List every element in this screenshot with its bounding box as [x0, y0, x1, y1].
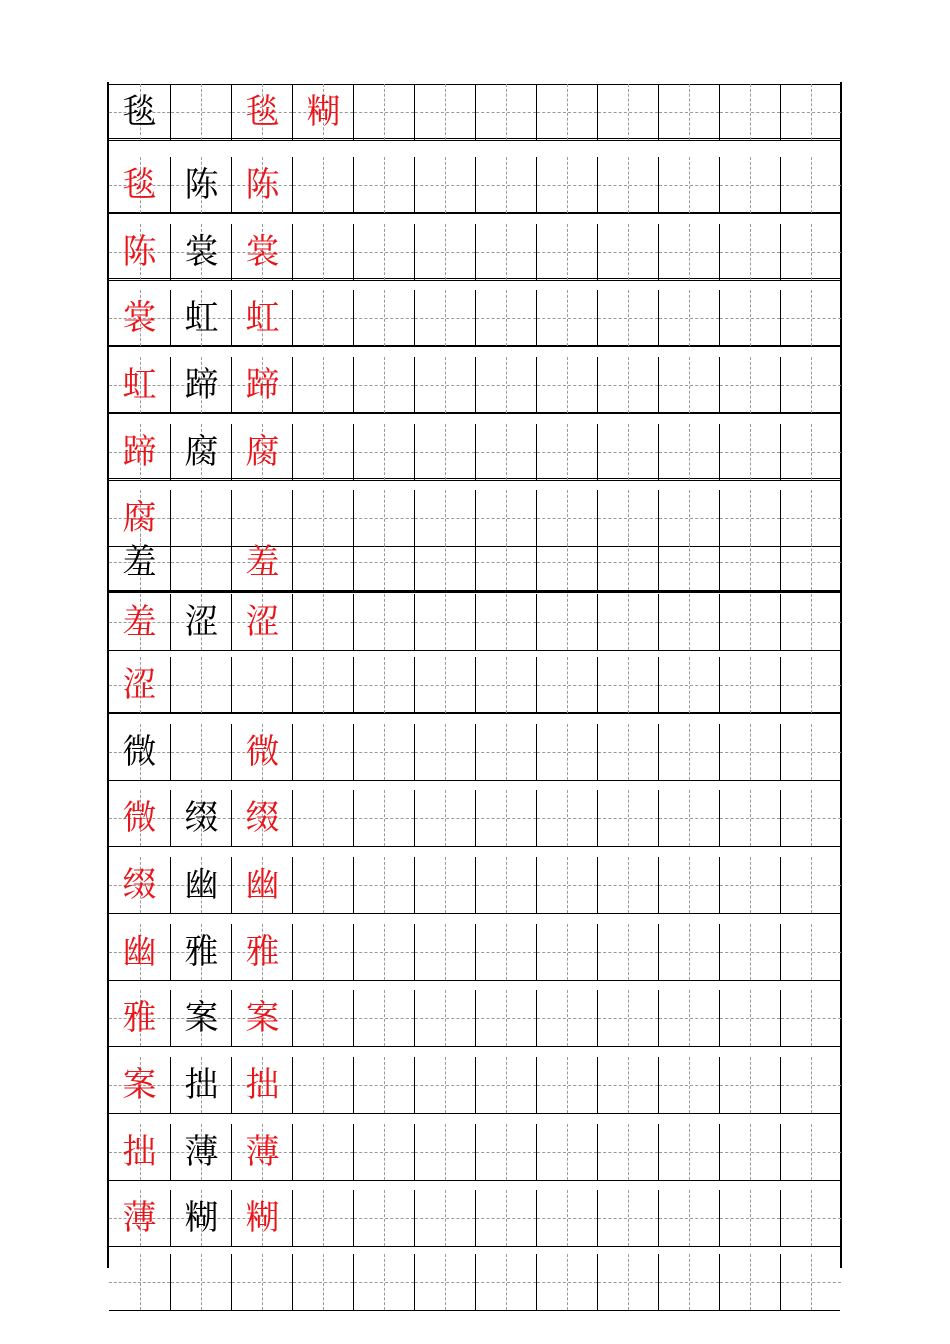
- model-character: 薄: [184, 1132, 219, 1172]
- trace-character: 雅: [245, 932, 280, 972]
- practice-row: [109, 790, 840, 847]
- tianzige-cell[interactable]: [536, 357, 597, 413]
- tianzige-cell[interactable]: [109, 84, 170, 140]
- trace-character: 虹: [245, 298, 280, 338]
- tianzige-cell[interactable]: [109, 357, 170, 413]
- tianzige-cell[interactable]: [231, 724, 292, 780]
- model-character: 毯: [122, 92, 157, 132]
- tianzige-cell[interactable]: [536, 424, 597, 480]
- practice-row: [109, 724, 840, 781]
- tianzige-cell[interactable]: [231, 657, 292, 713]
- model-character: 蹄: [184, 365, 219, 405]
- tianzige-cell[interactable]: [353, 924, 414, 980]
- trace-character: 裳: [122, 298, 157, 338]
- tianzige-cell[interactable]: [780, 857, 841, 913]
- practice-row: [109, 924, 840, 981]
- tianzige-cell[interactable]: [597, 657, 658, 713]
- tianzige-cell[interactable]: [658, 1254, 719, 1310]
- tianzige-cell[interactable]: [292, 724, 353, 780]
- tianzige-cell[interactable]: [475, 724, 536, 780]
- tianzige-cell[interactable]: [780, 924, 841, 980]
- tianzige-cell[interactable]: [414, 1254, 475, 1310]
- tianzige-cell[interactable]: [536, 594, 597, 650]
- tianzige-cell[interactable]: [292, 224, 353, 280]
- tianzige-cell[interactable]: [658, 224, 719, 280]
- tianzige-cell[interactable]: [292, 1057, 353, 1113]
- practice-row: [109, 1190, 840, 1247]
- tianzige-cell[interactable]: [719, 790, 780, 846]
- tianzige-cell[interactable]: [475, 84, 536, 140]
- tianzige-cell[interactable]: [780, 84, 841, 140]
- tianzige-cell[interactable]: [719, 594, 780, 650]
- tianzige-cell[interactable]: [597, 924, 658, 980]
- practice-row: [109, 1057, 840, 1114]
- tianzige-cell[interactable]: [170, 724, 231, 780]
- tianzige-cell[interactable]: [414, 1057, 475, 1113]
- tianzige-cell[interactable]: [170, 224, 231, 280]
- trace-character: 案: [122, 1065, 157, 1105]
- tianzige-cell[interactable]: [780, 594, 841, 650]
- tianzige-cell[interactable]: [231, 1254, 292, 1310]
- tianzige-cell[interactable]: [536, 224, 597, 280]
- tianzige-cell[interactable]: [353, 594, 414, 650]
- tianzige-cell[interactable]: [109, 790, 170, 846]
- trace-character: 蹄: [122, 432, 157, 472]
- tianzige-cell[interactable]: [414, 357, 475, 413]
- tianzige-cell[interactable]: [658, 594, 719, 650]
- tianzige-cell[interactable]: [353, 534, 414, 590]
- tianzige-cell[interactable]: [780, 790, 841, 846]
- tianzige-cell[interactable]: [475, 657, 536, 713]
- tianzige-cell[interactable]: [658, 534, 719, 590]
- tianzige-cell[interactable]: [536, 724, 597, 780]
- tianzige-cell[interactable]: [780, 990, 841, 1046]
- tianzige-cell[interactable]: [292, 1124, 353, 1180]
- tianzige-cell[interactable]: [719, 924, 780, 980]
- tianzige-cell[interactable]: [658, 84, 719, 140]
- tianzige-cell[interactable]: [292, 990, 353, 1046]
- trace-character: 糊: [245, 1198, 280, 1238]
- model-character: 虹: [184, 298, 219, 338]
- tianzige-cell[interactable]: [414, 924, 475, 980]
- trace-character: 涩: [122, 665, 157, 705]
- tianzige-cell[interactable]: [658, 724, 719, 780]
- tianzige-cell[interactable]: [658, 857, 719, 913]
- tianzige-cell[interactable]: [597, 224, 658, 280]
- tianzige-cell[interactable]: [597, 790, 658, 846]
- model-character: 案: [184, 998, 219, 1038]
- tianzige-cell[interactable]: [658, 357, 719, 413]
- tianzige-cell[interactable]: [597, 290, 658, 346]
- tianzige-cell[interactable]: [597, 84, 658, 140]
- tianzige-cell[interactable]: [475, 1124, 536, 1180]
- practice-row: [109, 84, 840, 141]
- tianzige-cell[interactable]: [109, 594, 170, 650]
- tianzige-cell[interactable]: [109, 1190, 170, 1246]
- tianzige-cell[interactable]: [597, 1057, 658, 1113]
- tianzige-cell[interactable]: [475, 857, 536, 913]
- tianzige-cell[interactable]: [170, 84, 231, 140]
- tianzige-cell[interactable]: [353, 1254, 414, 1310]
- practice-row: [109, 1124, 840, 1181]
- tianzige-cell[interactable]: [414, 534, 475, 590]
- tianzige-cell[interactable]: [170, 534, 231, 590]
- tianzige-cell[interactable]: [231, 357, 292, 413]
- copybook-sheet: [107, 82, 842, 1268]
- tianzige-cell[interactable]: [475, 1254, 536, 1310]
- tianzige-cell[interactable]: [780, 157, 841, 213]
- tianzige-cell[interactable]: [170, 290, 231, 346]
- model-character: 腐: [184, 432, 219, 472]
- tianzige-cell[interactable]: [353, 1124, 414, 1180]
- practice-row: [109, 157, 840, 214]
- practice-row: [109, 290, 840, 347]
- trace-character: 腐: [245, 432, 280, 472]
- tianzige-cell[interactable]: [231, 857, 292, 913]
- trace-character: 羞: [122, 602, 157, 642]
- tianzige-cell[interactable]: [109, 224, 170, 280]
- tianzige-cell[interactable]: [536, 790, 597, 846]
- trace-character: 羞: [245, 542, 280, 582]
- tianzige-cell[interactable]: [231, 790, 292, 846]
- tianzige-cell[interactable]: [658, 157, 719, 213]
- tianzige-cell[interactable]: [109, 657, 170, 713]
- tianzige-cell[interactable]: [719, 1057, 780, 1113]
- tianzige-cell[interactable]: [353, 724, 414, 780]
- row-separator-line: [109, 591, 840, 593]
- tianzige-cell[interactable]: [292, 424, 353, 480]
- tianzige-cell[interactable]: [475, 224, 536, 280]
- tianzige-cell[interactable]: [658, 290, 719, 346]
- trace-character: 薄: [122, 1198, 157, 1238]
- model-character: 涩: [184, 602, 219, 642]
- tianzige-cell[interactable]: [475, 357, 536, 413]
- tianzige-cell[interactable]: [597, 990, 658, 1046]
- tianzige-cell[interactable]: [231, 1124, 292, 1180]
- tianzige-cell[interactable]: [536, 1190, 597, 1246]
- tianzige-cell[interactable]: [658, 924, 719, 980]
- tianzige-cell[interactable]: [353, 790, 414, 846]
- practice-row: [109, 990, 840, 1047]
- tianzige-cell[interactable]: [170, 924, 231, 980]
- tianzige-cell[interactable]: [414, 657, 475, 713]
- tianzige-cell[interactable]: [719, 424, 780, 480]
- tianzige-cell[interactable]: [414, 990, 475, 1046]
- trace-character: 微: [122, 798, 157, 838]
- tianzige-cell[interactable]: [719, 84, 780, 140]
- trace-character: 雅: [122, 998, 157, 1038]
- tianzige-cell[interactable]: [780, 1057, 841, 1113]
- trace-character: 缀: [245, 798, 280, 838]
- tianzige-cell[interactable]: [780, 1190, 841, 1246]
- trace-character: 腐: [122, 498, 157, 538]
- tianzige-cell[interactable]: [109, 157, 170, 213]
- tianzige-cell[interactable]: [780, 724, 841, 780]
- tianzige-cell[interactable]: [109, 424, 170, 480]
- tianzige-cell[interactable]: [170, 594, 231, 650]
- trace-character: 蹄: [245, 365, 280, 405]
- tianzige-cell[interactable]: [414, 1190, 475, 1246]
- model-character: 糊: [184, 1198, 219, 1238]
- tianzige-cell[interactable]: [414, 424, 475, 480]
- tianzige-cell[interactable]: [597, 534, 658, 590]
- tianzige-cell[interactable]: [597, 1190, 658, 1246]
- tianzige-cell[interactable]: [353, 424, 414, 480]
- tianzige-cell[interactable]: [658, 657, 719, 713]
- model-character: 拙: [184, 1065, 219, 1105]
- tianzige-cell[interactable]: [353, 84, 414, 140]
- tianzige-cell[interactable]: [536, 84, 597, 140]
- tianzige-cell[interactable]: [170, 857, 231, 913]
- tianzige-cell[interactable]: [780, 290, 841, 346]
- tianzige-cell[interactable]: [719, 990, 780, 1046]
- trace-character: 微: [245, 732, 280, 772]
- tianzige-cell[interactable]: [353, 857, 414, 913]
- model-character: 缀: [184, 798, 219, 838]
- practice-row: [109, 857, 840, 914]
- tianzige-cell[interactable]: [475, 424, 536, 480]
- tianzige-cell[interactable]: [353, 290, 414, 346]
- model-character: 陈: [184, 165, 219, 205]
- tianzige-cell[interactable]: [597, 1254, 658, 1310]
- tianzige-cell[interactable]: [231, 424, 292, 480]
- tianzige-cell[interactable]: [231, 534, 292, 590]
- tianzige-cell[interactable]: [292, 84, 353, 140]
- tianzige-cell[interactable]: [170, 1190, 231, 1246]
- tianzige-cell[interactable]: [658, 1124, 719, 1180]
- tianzige-cell[interactable]: [170, 1057, 231, 1113]
- tianzige-cell[interactable]: [231, 924, 292, 980]
- tianzige-cell[interactable]: [475, 1190, 536, 1246]
- trace-character: 涩: [245, 602, 280, 642]
- tianzige-cell[interactable]: [780, 657, 841, 713]
- tianzige-cell[interactable]: [719, 857, 780, 913]
- tianzige-cell[interactable]: [536, 1057, 597, 1113]
- tianzige-cell[interactable]: [170, 424, 231, 480]
- tianzige-cell[interactable]: [292, 857, 353, 913]
- tianzige-cell[interactable]: [170, 657, 231, 713]
- tianzige-cell[interactable]: [292, 1190, 353, 1246]
- tianzige-cell[interactable]: [109, 990, 170, 1046]
- tianzige-cell[interactable]: [780, 1254, 841, 1310]
- tianzige-cell[interactable]: [231, 224, 292, 280]
- tianzige-cell[interactable]: [719, 290, 780, 346]
- tianzige-cell[interactable]: [414, 157, 475, 213]
- model-character: 雅: [184, 932, 219, 972]
- tianzige-cell[interactable]: [658, 990, 719, 1046]
- tianzige-cell[interactable]: [475, 157, 536, 213]
- tianzige-cell[interactable]: [353, 357, 414, 413]
- tianzige-cell[interactable]: [292, 657, 353, 713]
- tianzige-cell[interactable]: [414, 1124, 475, 1180]
- tianzige-cell[interactable]: [109, 534, 170, 590]
- trace-character: 糊: [306, 92, 341, 132]
- tianzige-cell[interactable]: [109, 290, 170, 346]
- practice-row: [109, 357, 840, 414]
- trace-character: 毯: [122, 165, 157, 205]
- tianzige-cell[interactable]: [658, 1057, 719, 1113]
- tianzige-cell[interactable]: [475, 924, 536, 980]
- tianzige-cell[interactable]: [109, 857, 170, 913]
- tianzige-cell[interactable]: [231, 290, 292, 346]
- tianzige-cell[interactable]: [353, 990, 414, 1046]
- tianzige-cell[interactable]: [536, 924, 597, 980]
- tianzige-cell[interactable]: [292, 924, 353, 980]
- trace-character: 薄: [245, 1132, 280, 1172]
- tianzige-cell[interactable]: [109, 924, 170, 980]
- tianzige-cell[interactable]: [414, 594, 475, 650]
- trace-character: 案: [245, 998, 280, 1038]
- tianzige-cell[interactable]: [719, 1124, 780, 1180]
- tianzige-cell[interactable]: [231, 157, 292, 213]
- tianzige-cell[interactable]: [475, 990, 536, 1046]
- trace-character: 毯: [245, 92, 280, 132]
- tianzige-cell[interactable]: [353, 224, 414, 280]
- tianzige-cell[interactable]: [475, 290, 536, 346]
- tianzige-cell[interactable]: [170, 1254, 231, 1310]
- tianzige-cell[interactable]: [780, 1124, 841, 1180]
- tianzige-cell[interactable]: [719, 1190, 780, 1246]
- tianzige-cell[interactable]: [475, 1057, 536, 1113]
- tianzige-cell[interactable]: [719, 534, 780, 590]
- practice-row: [109, 594, 840, 651]
- tianzige-cell[interactable]: [109, 1124, 170, 1180]
- tianzige-cell[interactable]: [597, 424, 658, 480]
- tianzige-cell[interactable]: [414, 724, 475, 780]
- tianzige-cell[interactable]: [353, 1190, 414, 1246]
- tianzige-cell[interactable]: [597, 724, 658, 780]
- practice-row: [109, 424, 840, 481]
- tianzige-cell[interactable]: [780, 424, 841, 480]
- practice-row: [109, 657, 840, 714]
- tianzige-cell[interactable]: [170, 790, 231, 846]
- tianzige-cell[interactable]: [292, 357, 353, 413]
- tianzige-cell[interactable]: [231, 84, 292, 140]
- tianzige-cell[interactable]: [597, 857, 658, 913]
- trace-character: 陈: [245, 165, 280, 205]
- tianzige-cell[interactable]: [231, 1190, 292, 1246]
- practice-row: [109, 1254, 840, 1311]
- tianzige-cell[interactable]: [292, 790, 353, 846]
- tianzige-cell[interactable]: [109, 724, 170, 780]
- tianzige-cell[interactable]: [719, 724, 780, 780]
- tianzige-cell[interactable]: [475, 534, 536, 590]
- tianzige-cell[interactable]: [536, 290, 597, 346]
- tianzige-cell[interactable]: [719, 357, 780, 413]
- tianzige-cell[interactable]: [719, 657, 780, 713]
- tianzige-cell[interactable]: [719, 157, 780, 213]
- tianzige-cell[interactable]: [536, 1124, 597, 1180]
- tianzige-cell[interactable]: [231, 1057, 292, 1113]
- tianzige-cell[interactable]: [292, 594, 353, 650]
- practice-row: [109, 224, 840, 281]
- tianzige-cell[interactable]: [536, 1254, 597, 1310]
- tianzige-cell[interactable]: [353, 157, 414, 213]
- tianzige-cell[interactable]: [536, 857, 597, 913]
- tianzige-cell[interactable]: [719, 224, 780, 280]
- tianzige-cell[interactable]: [536, 990, 597, 1046]
- model-character: 幽: [184, 865, 219, 905]
- tianzige-cell[interactable]: [597, 594, 658, 650]
- tianzige-cell[interactable]: [780, 224, 841, 280]
- tianzige-cell[interactable]: [292, 1254, 353, 1310]
- trace-character: 裳: [245, 232, 280, 272]
- trace-character: 拙: [122, 1132, 157, 1172]
- tianzige-cell[interactable]: [109, 1254, 170, 1310]
- trace-character: 幽: [122, 932, 157, 972]
- model-character: 裳: [184, 232, 219, 272]
- tianzige-cell[interactable]: [597, 357, 658, 413]
- model-character: 微: [122, 732, 157, 772]
- trace-character: 虹: [122, 365, 157, 405]
- tianzige-cell[interactable]: [231, 990, 292, 1046]
- tianzige-cell[interactable]: [170, 157, 231, 213]
- tianzige-cell[interactable]: [414, 290, 475, 346]
- tianzige-cell[interactable]: [475, 790, 536, 846]
- tianzige-cell[interactable]: [231, 594, 292, 650]
- tianzige-cell[interactable]: [292, 534, 353, 590]
- trace-character: 幽: [245, 865, 280, 905]
- tianzige-cell[interactable]: [780, 357, 841, 413]
- model-character: 羞: [122, 542, 157, 582]
- tianzige-cell[interactable]: [536, 657, 597, 713]
- tianzige-cell[interactable]: [109, 1057, 170, 1113]
- tianzige-cell[interactable]: [292, 157, 353, 213]
- practice-row: [109, 534, 840, 591]
- tianzige-cell[interactable]: [658, 1190, 719, 1246]
- tianzige-cell[interactable]: [658, 790, 719, 846]
- tianzige-cell[interactable]: [353, 657, 414, 713]
- trace-character: 拙: [245, 1065, 280, 1105]
- tianzige-cell[interactable]: [414, 224, 475, 280]
- tianzige-cell[interactable]: [658, 424, 719, 480]
- tianzige-cell[interactable]: [780, 534, 841, 590]
- tianzige-cell[interactable]: [414, 857, 475, 913]
- tianzige-cell[interactable]: [414, 790, 475, 846]
- tianzige-cell[interactable]: [170, 990, 231, 1046]
- tianzige-cell[interactable]: [170, 1124, 231, 1180]
- tianzige-cell[interactable]: [414, 84, 475, 140]
- tianzige-cell[interactable]: [475, 594, 536, 650]
- trace-character: 缀: [122, 865, 157, 905]
- tianzige-cell[interactable]: [170, 357, 231, 413]
- tianzige-cell[interactable]: [536, 157, 597, 213]
- tianzige-cell[interactable]: [536, 534, 597, 590]
- tianzige-cell[interactable]: [597, 1124, 658, 1180]
- trace-character: 陈: [122, 232, 157, 272]
- tianzige-cell[interactable]: [597, 157, 658, 213]
- tianzige-cell[interactable]: [292, 290, 353, 346]
- tianzige-cell[interactable]: [353, 1057, 414, 1113]
- tianzige-cell[interactable]: [719, 1254, 780, 1310]
